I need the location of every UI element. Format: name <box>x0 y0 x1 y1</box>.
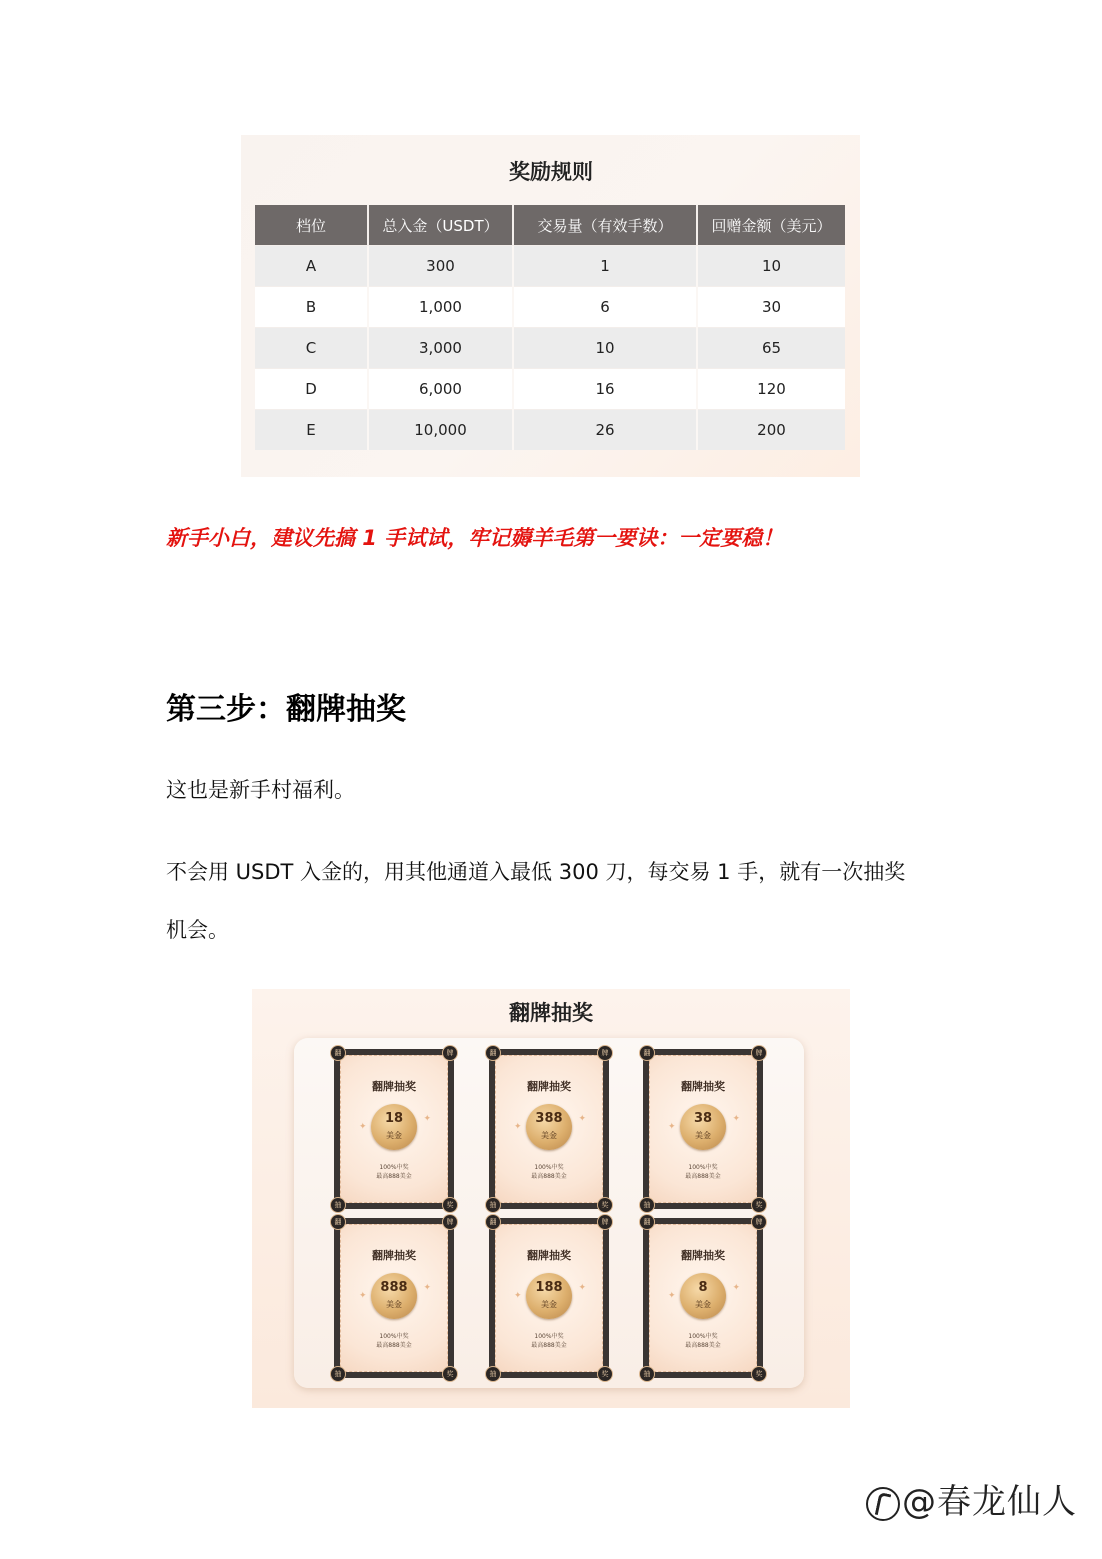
table-cell: C <box>255 328 368 369</box>
sparkle-icon: ✦ <box>514 1122 522 1132</box>
step3-heading: 第三步：翻牌抽奖 <box>166 692 406 727</box>
table-row <box>255 246 845 287</box>
coin-icon <box>371 1273 417 1319</box>
table-cell: 6 <box>513 287 697 328</box>
sparkle-icon: ✦ <box>732 1114 740 1124</box>
card-note: 100%中奖 <box>688 1164 718 1171</box>
card-face <box>334 1049 454 1209</box>
prize-unit: 美金 <box>541 1300 557 1309</box>
prize-unit: 美金 <box>386 1131 402 1140</box>
lottery-card[interactable] <box>334 1049 454 1209</box>
column-header: 总入金（USDT） <box>368 205 513 246</box>
table-row <box>255 328 845 369</box>
table-cell: 1 <box>513 246 697 287</box>
coin-icon <box>680 1104 726 1150</box>
coin-icon <box>526 1273 572 1319</box>
card-corner: 翻 <box>639 1045 655 1061</box>
card-corner: 翻 <box>485 1045 501 1061</box>
table-cell: A <box>255 246 368 287</box>
table-header-row <box>255 205 845 246</box>
prize-unit: 美金 <box>541 1131 557 1140</box>
card-corner: 牌 <box>751 1045 767 1061</box>
sparkle-icon: ✦ <box>514 1291 522 1301</box>
table-cell: 10,000 <box>368 410 513 451</box>
sparkle-icon: ✦ <box>423 1283 431 1293</box>
table-cell: 30 <box>697 287 845 328</box>
table-cell: 10 <box>513 328 697 369</box>
card-title: 翻牌抽奖 <box>527 1080 571 1093</box>
card-face <box>489 1218 609 1378</box>
card-corner: 奖 <box>751 1197 767 1213</box>
lottery-card[interactable] <box>489 1218 609 1378</box>
watermark <box>866 1474 1077 1523</box>
table-cell: D <box>255 369 368 410</box>
card-note: 100%中奖 <box>379 1333 409 1340</box>
card-corner: 翻 <box>330 1045 346 1061</box>
card-face <box>643 1218 763 1378</box>
sparkle-icon: ✦ <box>668 1122 676 1132</box>
sparkle-icon: ✦ <box>359 1291 367 1301</box>
card-note: 最高888美金 <box>376 1342 412 1349</box>
card-corner: 翻 <box>330 1214 346 1230</box>
table-cell: E <box>255 410 368 451</box>
column-header: 档位 <box>255 205 368 246</box>
paragraph: 机会。 <box>166 918 229 942</box>
card-note: 100%中奖 <box>379 1164 409 1171</box>
prize-unit: 美金 <box>695 1131 711 1140</box>
paragraph: 这也是新手村福利。 <box>166 778 355 802</box>
table-cell: 10 <box>697 246 845 287</box>
prize-unit: 美金 <box>386 1300 402 1309</box>
reward-rules-title: 奖励规则 <box>509 160 593 184</box>
card-corner: 奖 <box>442 1197 458 1213</box>
card-face <box>334 1218 454 1378</box>
card-note: 最高888美金 <box>531 1173 567 1180</box>
card-corner: 抽 <box>639 1366 655 1382</box>
card-corner: 翻 <box>485 1214 501 1230</box>
prize-amount: 388 <box>535 1111 563 1126</box>
card-corner: 抽 <box>330 1197 346 1213</box>
card-title: 翻牌抽奖 <box>681 1080 725 1093</box>
sparkle-icon: ✦ <box>732 1283 740 1293</box>
card-note: 最高888美金 <box>685 1342 721 1349</box>
table-cell: B <box>255 287 368 328</box>
table-cell: 26 <box>513 410 697 451</box>
table-cell: 300 <box>368 246 513 287</box>
card-note: 100%中奖 <box>534 1164 564 1171</box>
lottery-title: 翻牌抽奖 <box>509 1001 593 1025</box>
card-note: 100%中奖 <box>534 1333 564 1340</box>
card-corner: 奖 <box>597 1366 613 1382</box>
table-cell: 200 <box>697 410 845 451</box>
reward-rules-table <box>255 205 845 450</box>
card-corner: 牌 <box>442 1045 458 1061</box>
sparkle-icon: ✦ <box>668 1291 676 1301</box>
card-corner: 牌 <box>751 1214 767 1230</box>
card-corner: 翻 <box>639 1214 655 1230</box>
card-corner: 抽 <box>639 1197 655 1213</box>
card-title: 翻牌抽奖 <box>372 1080 416 1093</box>
card-face <box>489 1049 609 1209</box>
coin-icon <box>526 1104 572 1150</box>
table-row <box>255 287 845 328</box>
coin-icon <box>371 1104 417 1150</box>
table-row <box>255 410 845 451</box>
table-row <box>255 369 845 410</box>
card-title: 翻牌抽奖 <box>681 1249 725 1262</box>
sparkle-icon: ✦ <box>423 1114 431 1124</box>
prize-amount: 188 <box>535 1280 563 1295</box>
table-cell: 6,000 <box>368 369 513 410</box>
column-header: 回赠金额（美元） <box>697 205 845 246</box>
card-title: 翻牌抽奖 <box>372 1249 416 1262</box>
card-corner: 牌 <box>597 1045 613 1061</box>
table-cell: 120 <box>697 369 845 410</box>
table-cell: 3,000 <box>368 328 513 369</box>
prize-amount: 8 <box>698 1280 708 1295</box>
column-header: 交易量（有效手数） <box>513 205 697 246</box>
card-corner: 抽 <box>485 1366 501 1382</box>
card-corner: 抽 <box>330 1366 346 1382</box>
coin-icon <box>680 1273 726 1319</box>
card-corner: 奖 <box>597 1197 613 1213</box>
table-cell: 1,000 <box>368 287 513 328</box>
card-note: 最高888美金 <box>685 1173 721 1180</box>
lottery-card[interactable] <box>643 1218 763 1378</box>
card-corner: 牌 <box>597 1214 613 1230</box>
prize-amount: 38 <box>693 1111 713 1126</box>
lottery-card[interactable] <box>489 1049 609 1209</box>
sparkle-icon: ✦ <box>578 1283 586 1293</box>
card-corner: 抽 <box>485 1197 501 1213</box>
card-corner: 奖 <box>751 1366 767 1382</box>
zhihu-logo-icon <box>866 1487 900 1521</box>
card-title: 翻牌抽奖 <box>527 1249 571 1262</box>
card-corner: 奖 <box>442 1366 458 1382</box>
card-note: 最高888美金 <box>376 1173 412 1180</box>
card-face <box>643 1049 763 1209</box>
table-cell: 65 <box>697 328 845 369</box>
card-note: 最高888美金 <box>531 1342 567 1349</box>
prize-unit: 美金 <box>695 1300 711 1309</box>
card-corner: 牌 <box>442 1214 458 1230</box>
table-cell: 16 <box>513 369 697 410</box>
prize-amount: 18 <box>384 1111 404 1126</box>
tip-text: 新手小白，建议先搞 1 手试试，牢记薅羊毛第一要诀：一定要稳！ <box>166 526 784 550</box>
prize-amount: 888 <box>380 1280 408 1295</box>
sparkle-icon: ✦ <box>578 1114 586 1124</box>
paragraph: 不会用 USDT 入金的，用其他通道入最低 300 刀，每交易 1 手，就有一次抽奖 <box>166 860 906 884</box>
card-note: 100%中奖 <box>688 1333 718 1340</box>
watermark-text: @春龙仙人 <box>902 1482 1077 1522</box>
sparkle-icon: ✦ <box>359 1122 367 1132</box>
lottery-card[interactable] <box>334 1218 454 1378</box>
lottery-card[interactable] <box>643 1049 763 1209</box>
